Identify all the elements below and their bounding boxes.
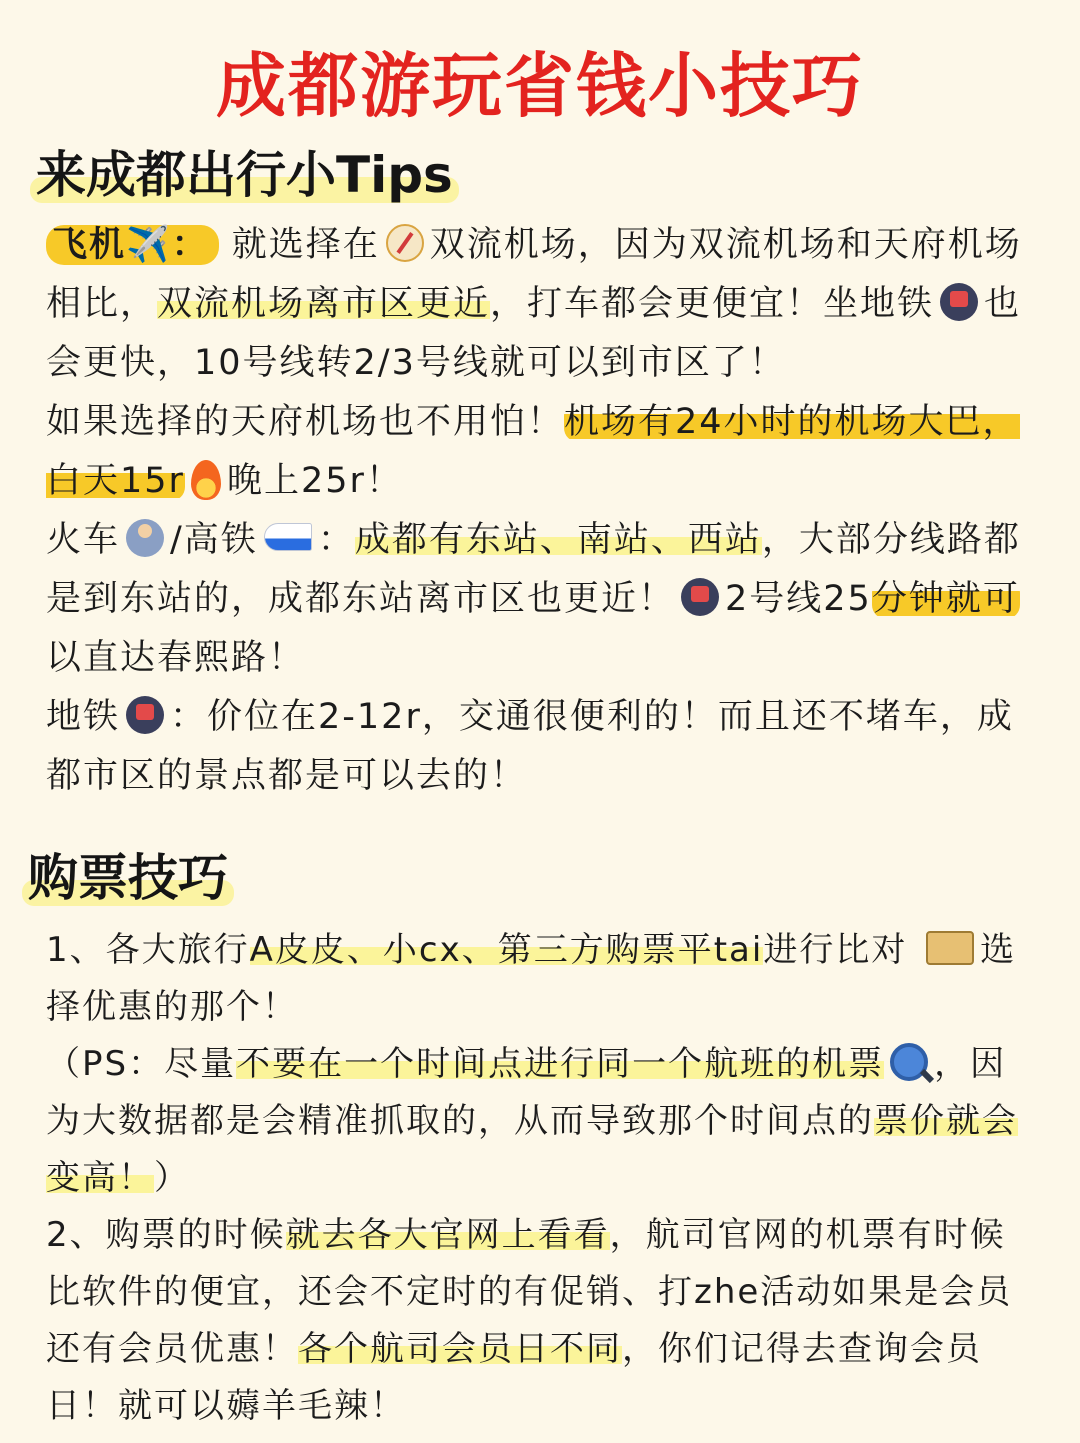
ticket-tips-body	[46, 922, 1036, 1435]
ps-highlight-2: 票价就会变高！	[46, 1101, 1018, 1198]
metro-text-1: 地铁	[46, 697, 121, 737]
plane-paragraph	[46, 216, 1036, 393]
train-text-1: 火车	[46, 520, 121, 560]
metro-paragraph	[46, 688, 1036, 806]
train-text-6: 以直达春熙路！	[46, 638, 306, 678]
item1-text-3: 选择优惠的那个！	[46, 930, 1017, 1027]
metro-icon	[681, 578, 719, 616]
item1-highlight: A皮皮、小cx、第三方购票平tai	[249, 930, 764, 970]
ps-highlight-1: 不要在一个时间点进行同一个航班的机票	[236, 1044, 885, 1084]
ticket-item-1	[46, 922, 1036, 1036]
item2-highlight-2: 各个航司会员日不同	[298, 1329, 622, 1369]
plane-highlight-1: 双流机场离市区更近	[157, 284, 491, 324]
plane-text-2: 双流机场，因为双流机场和天府机场相比，	[46, 225, 1022, 324]
train-text-2: /高铁	[170, 520, 258, 560]
plane-highlight-3: 晚上25r！	[226, 461, 403, 501]
ps-text-2: ，因为大数据都是会精准抓取的，从而导致那个时间点的	[46, 1044, 1007, 1141]
ps-note	[46, 1036, 1036, 1207]
section-heading-travel-tips: 来成都出行小Tips	[30, 135, 459, 207]
train-paragraph	[46, 511, 1036, 688]
metro-icon	[126, 696, 164, 734]
plane-text-1: 就选择在	[231, 225, 380, 265]
plane-text-5: 如果选择的天府机场也不用怕！	[46, 402, 565, 442]
plane-label: 飞机✈️：	[46, 225, 219, 265]
item2-text-1: 2、购票的时候	[46, 1215, 286, 1255]
bus-paragraph	[46, 393, 1036, 511]
metro-icon	[940, 283, 978, 321]
page-title: 成都游玩省钱小技巧	[216, 45, 864, 127]
magnifier-icon	[890, 1043, 928, 1081]
train-text-4: ，大部分线路都是到东站的，成都东站离市区也更近！	[46, 520, 1021, 619]
item1-text-1: 1、各大旅行	[46, 930, 250, 970]
train-text-3: ：	[317, 520, 355, 560]
train-highlight-1: 成都有东站、南站、西站	[354, 520, 762, 560]
train-text-5: 2号线25	[725, 579, 872, 619]
item2-text-3: ，你们记得去查询会员日！就可以薅羊毛辣！	[46, 1329, 982, 1426]
item2-highlight-1: 就去各大官网上看看	[285, 1215, 610, 1255]
fire-icon	[191, 460, 221, 500]
ticket-item-2	[46, 1207, 1036, 1435]
money-icon	[926, 931, 974, 965]
section-heading-ticket-tips: 购票技巧	[22, 838, 234, 910]
metro-text-2: ：价位在2-12r，交通很便利的！而且还不堵车，成都市区的景点都是可以去的！	[46, 697, 1014, 796]
item2-text-2: ，航司官网的机票有时候比软件的便宜，还会不定时的有促销、打zhe活动如果是会员还有会员优惠！	[46, 1215, 1013, 1369]
ps-text-1: （PS：尽量	[46, 1044, 237, 1084]
item1-text-2: 进行比对	[763, 930, 908, 970]
bullet-train-icon	[264, 523, 312, 551]
compass-icon	[386, 224, 424, 262]
ps-text-3: ）	[154, 1158, 190, 1198]
plane-text-4: 也会更快，10号线转2/3号线就可以到市区了！	[46, 284, 1022, 383]
plane-text-3: ，打车都会更便宜！坐地铁	[490, 284, 935, 324]
plane-highlight-2: 机场有24小时的机场大巴，白天15r	[46, 402, 1020, 501]
person-icon	[126, 519, 164, 557]
train-highlight-2: 分钟就可	[871, 579, 1020, 619]
travel-tips-body	[46, 216, 1036, 806]
